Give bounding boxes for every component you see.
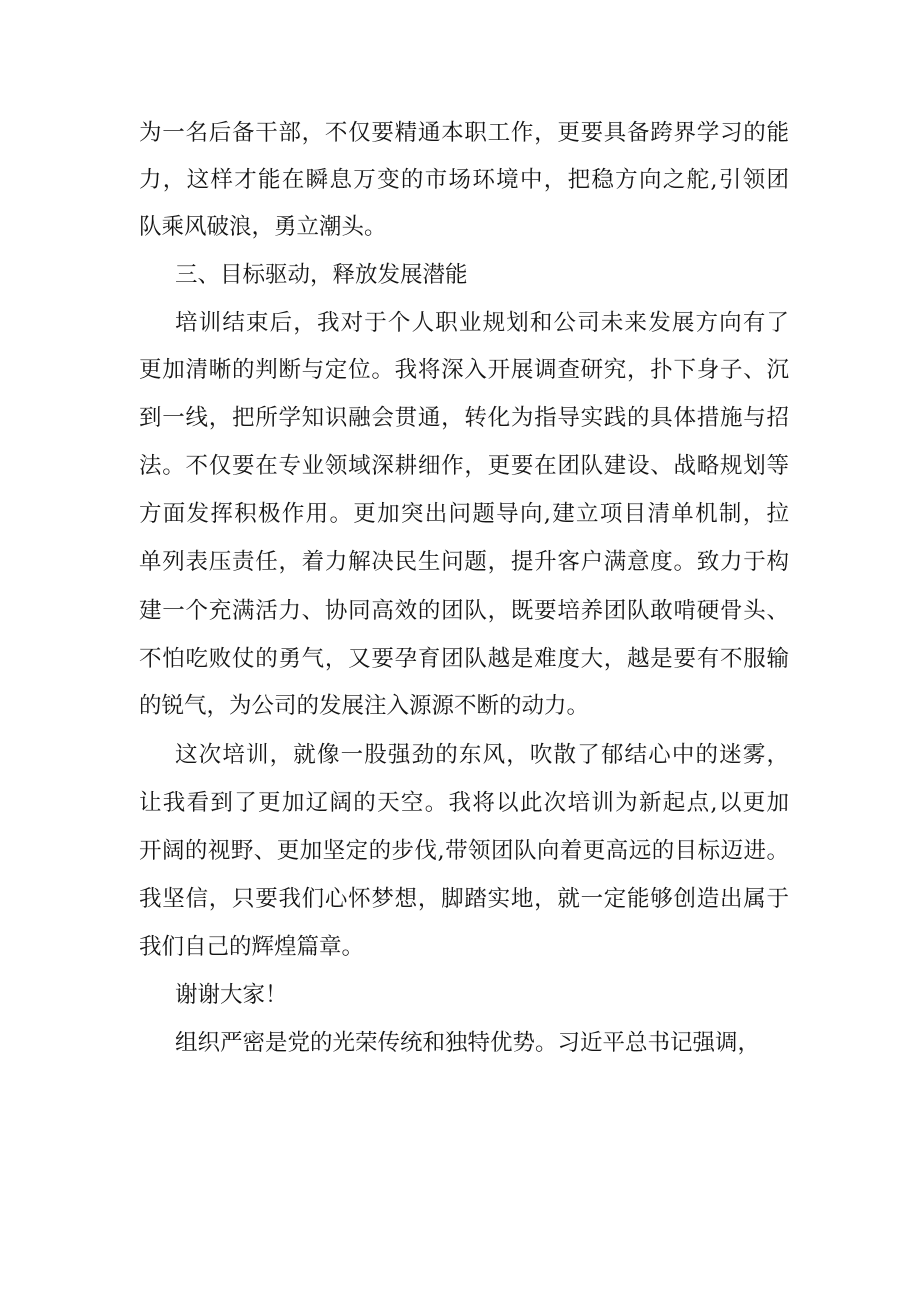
paragraph-1-line-3: 队乘风破浪，勇立潮头。 [139, 214, 387, 240]
paragraph-2-line-2: 更加清晰的判断与定位。我将深入开展调查研究，扑下身子、沉 [139, 357, 789, 383]
paragraph-2-line-1: 培训结束后，我对于个人职业规划和公司未来发展方向有了 [175, 310, 789, 336]
closing-line: 谢谢大家！ [175, 982, 288, 1008]
paragraph-3-line-4: 我坚信，只要我们心怀梦想，脚踏实地，就一定能够创造出属于 [139, 886, 789, 912]
section-heading: 三、目标驱动，释放发展潜能 [175, 262, 468, 288]
paragraph-1-line-1: 为一名后备干部，不仅要精通本职工作，更要具备跨界学习的能 [139, 120, 789, 146]
paragraph-2-line-4: 法。不仅要在专业领域深耕细作，更要在团队建设、战略规划等 [139, 453, 789, 479]
paragraph-3-line-1: 这次培训，就像一股强劲的东风，吹散了郁结心中的迷雾， [175, 742, 789, 768]
paragraph-2-line-3: 到一线，把所学知识融会贯通，转化为指导实践的具体措施与招 [139, 405, 789, 431]
paragraph-1-line-2: 力，这样才能在瞬息万变的市场环境中，把稳方向之舵,引领团 [139, 167, 789, 193]
paragraph-4-line-1: 组织严密是党的光荣传统和独特优势。习近平总书记强调， [175, 1030, 761, 1056]
paragraph-2-line-9: 的锐气，为公司的发展注入源源不断的动力。 [139, 693, 590, 719]
paragraph-2-line-6: 单列表压责任，着力解决民生问题，提升客户满意度。致力于构 [139, 549, 789, 575]
paragraph-2-line-7: 建一个充满活力、协同高效的团队，既要培养团队敢啃硬骨头、 [139, 598, 789, 624]
paragraph-2-line-8: 不怕吃败仗的勇气，又要孕育团队越是难度大，越是要有不服输 [139, 646, 789, 672]
paragraph-3-line-2: 让我看到了更加辽阔的天空。我将以此次培训为新起点,以更加 [139, 790, 789, 816]
paragraph-3-line-5: 我们自己的辉煌篇章。 [139, 934, 365, 960]
paragraph-3-line-3: 开阔的视野、更加坚定的步伐,带领团队向着更高远的目标迈进。 [139, 838, 789, 864]
paragraph-2-line-5: 方面发挥积极作用。更加突出问题导向,建立项目清单机制，拉 [139, 501, 789, 527]
